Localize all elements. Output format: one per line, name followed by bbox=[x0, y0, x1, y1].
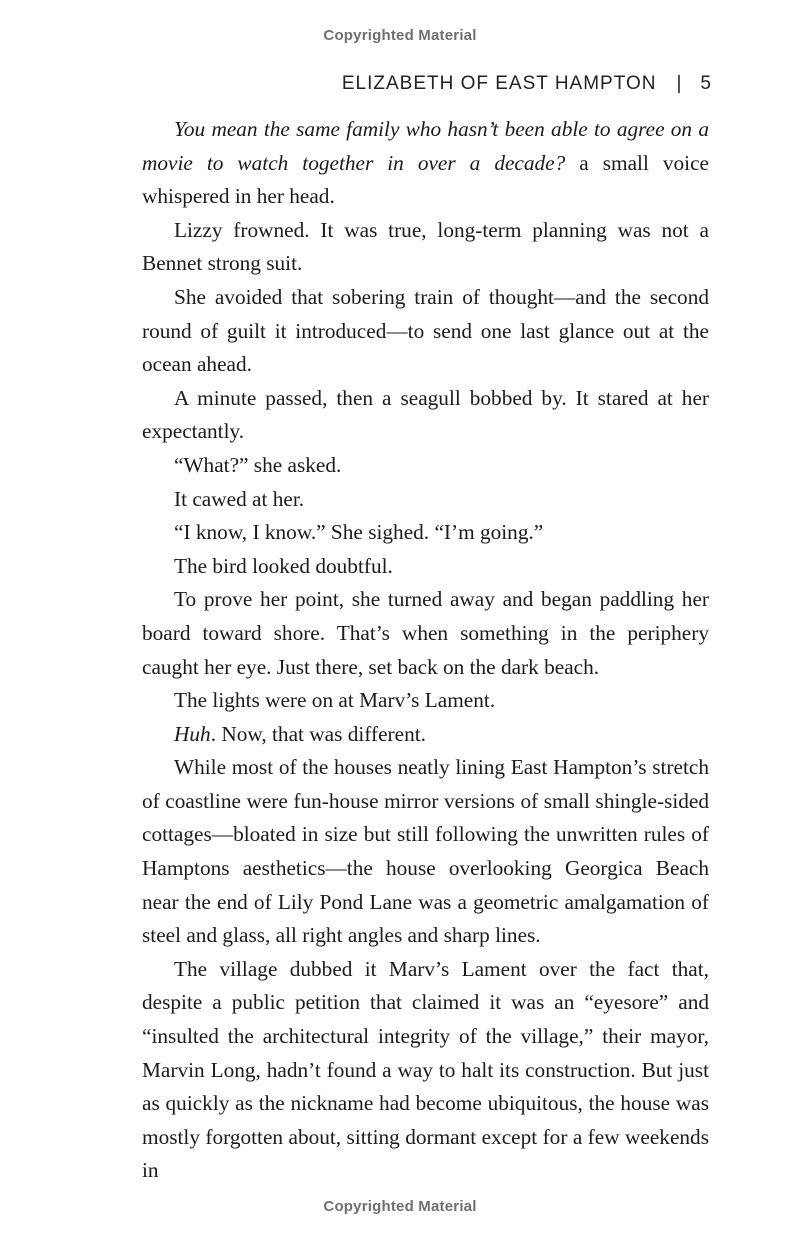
paragraph-12: While most of the houses neatly lining East Hampton’s stretch of coastline were fun-house mirror versions of small shingle-sided cottages—bloated in size but still following the unwritten rules of Hamptons aesthetics—the house overlooking Georgica Beach near the end of Lily Pond Lane was a geometric amalgamation of steel and glass, all right angles and sharp lines. bbox=[142, 755, 709, 948]
paragraph-4: A minute passed, then a seagull bobbed by. It stared at her expectantly. bbox=[142, 385, 709, 444]
page-number: 5 bbox=[700, 73, 712, 94]
paragraph-13: The village dubbed it Marv’s Lament over the fact that, despite a public petition that claimed it was an “eyesore” and “insulted the architectural integrity of the village,” their mayor, Marvin Long, hadn’t found a way to halt its construction. But just as quickly as the nickname had become ubiquitous, the house was mostly forgotten about, sitting dormant except for a few weekends in bbox=[142, 956, 709, 1183]
emphasis: Huh bbox=[174, 721, 211, 746]
paragraph-2: Lizzy frowned. It was true, long-term planning was not a Bennet strong suit. bbox=[142, 217, 709, 276]
page-body bbox=[142, 113, 709, 1188]
paragraph-9: To prove her point, she turned away and began paddling her board toward shore. That’s when something in the periphery caught her eye. Just there, set back on the dark beach. bbox=[142, 587, 709, 679]
running-header bbox=[342, 73, 712, 95]
paragraph-6: It cawed at her. bbox=[174, 486, 305, 511]
paragraph-5: “What?” she asked. bbox=[174, 452, 342, 477]
paragraph-10: The lights were on at Marv’s Lament. bbox=[174, 688, 496, 713]
paragraph-11: Huh. Now, that was different. bbox=[174, 721, 426, 746]
header-separator: | bbox=[676, 73, 683, 94]
book-title: ELIZABETH OF EAST HAMPTON bbox=[341, 73, 657, 94]
paragraph-1: You mean the same family who hasn’t been able to agree on a movie to watch together in over a decade? a small voice whispered in her head. bbox=[142, 117, 709, 209]
copyright-watermark-bottom: Copyrighted Material bbox=[323, 1198, 477, 1215]
paragraph-7: “I know, I know.” She sighed. “I’m going.” bbox=[174, 520, 544, 545]
copyright-watermark-top: Copyrighted Material bbox=[323, 27, 477, 44]
inner-thought: You mean the same family who hasn’t been able to agree on a movie to watch together in over a decade? bbox=[142, 117, 709, 175]
paragraph-8: The bird looked doubtful. bbox=[174, 553, 393, 578]
paragraph-3: She avoided that sobering train of thought—and the second round of guilt it introduced—to send one last glance out at the ocean ahead. bbox=[142, 284, 709, 377]
